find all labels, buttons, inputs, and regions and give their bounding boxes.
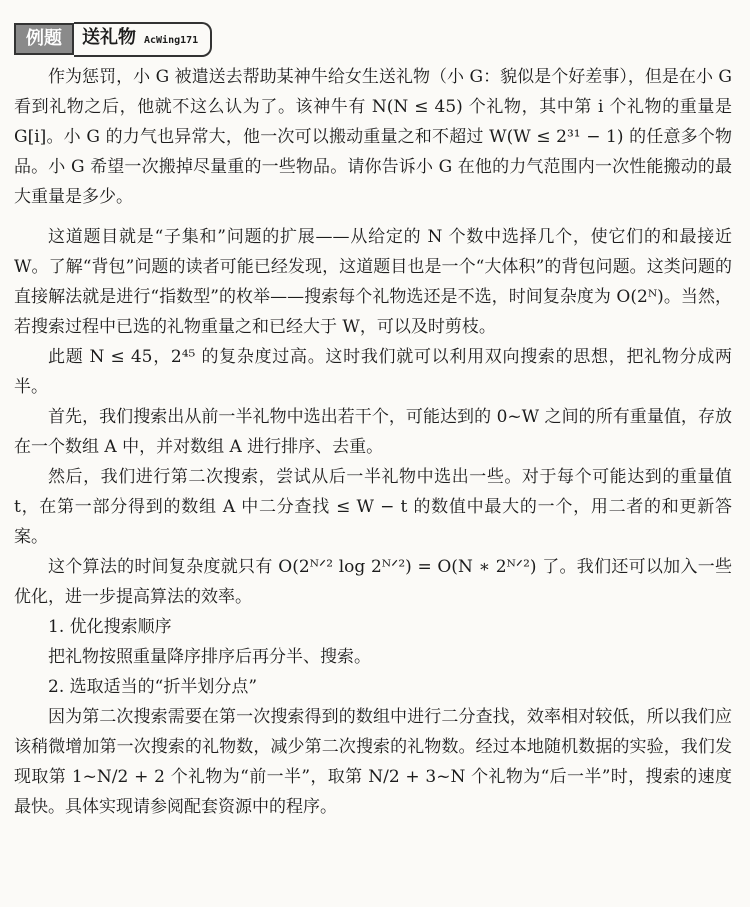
example-header [14, 22, 732, 56]
paragraph-algorithm-complexity: 这个算法的时间复杂度就只有 O(2ᴺᐟ² log 2ᴺᐟ²) = O(N ∗ 2ᴺᐟ²) 了。我们还可以加入一些优化，进一步提高算法的效率。 [14, 557, 732, 607]
paragraph-problem-statement: 作为惩罚，小 G 被遣送去帮助某神牛给女生送礼物（小 G：貌似是个好差事），但是在小 G 看到礼物之后，他就不这么认为了。该神牛有 N(N ≤ 45) 个礼物，其中第 i 个礼物的重量是 G[i]。小 G 的力气也异常大，他一次可以搬动重量之和不超过 W(W ≤ 2³¹ − 1) 的任意多个物品。小 G 希望一次搬掉尽量重的一些物品。请你告诉小 G 在他的力气范围内一次性能搬动的最大重量是多少。 [14, 67, 732, 207]
list-item-body-1: 把礼物按照重量降序排序后再分半、搜索。 [48, 647, 371, 667]
example-tag: 例题 [14, 23, 74, 55]
example-title-box [74, 22, 212, 57]
list-item-heading-1: 1. 优化搜索顺序 [48, 617, 172, 637]
paragraph-analysis: 这道题目就是“子集和”问题的扩展——从给定的 N 个数中选择几个，使它们的和最接近 W。了解“背包”问题的读者可能已经发现，这道题目也是一个“大体积”的背包问题。这类问题的直接解法就是进行“指数型”的枚举——搜索每个礼物选还是不选，时间复杂度为 O(2ᴺ)。当然，若搜索过程中已选的礼物重量之和已经大于 W，可以及时剪枝。 [14, 227, 732, 337]
example-title: 送礼物 [82, 26, 136, 48]
problem-code: AcWing171 [144, 34, 199, 46]
paragraph-second-search: 然后，我们进行第二次搜索，尝试从后一半礼物中选出一些。对于每个可能达到的重量值 t，在第一部分得到的数组 A 中二分查找 ≤ W − t 的数值中最大的一个，用二者的和更新答案。 [14, 467, 732, 547]
paragraph-first-search: 首先，我们搜索出从前一半礼物中选出若干个，可能达到的 0~W 之间的所有重量值，存放在一个数组 A 中，并对数组 A 进行排序、去重。 [14, 407, 732, 457]
list-item-body-2: 因为第二次搜索需要在第一次搜索得到的数组中进行二分查找，效率相对较低，所以我们应该稍微增加第一次搜索的礼物数，减少第二次搜索的礼物数。经过本地随机数据的实验，我们发现取第 1~N/2 + 2 个礼物为“前一半”，取第 N/2 + 3~N 个礼物为“后一半”时，搜索的速度最快。具体实现请参阅配套资源中的程序。 [14, 707, 732, 817]
list-item-heading-2: 2. 选取适当的“折半划分点” [48, 677, 258, 697]
paragraph-complexity: 此题 N ≤ 45，2⁴⁵ 的复杂度过高。这时我们就可以利用双向搜索的思想，把礼物分成两半。 [14, 347, 732, 397]
